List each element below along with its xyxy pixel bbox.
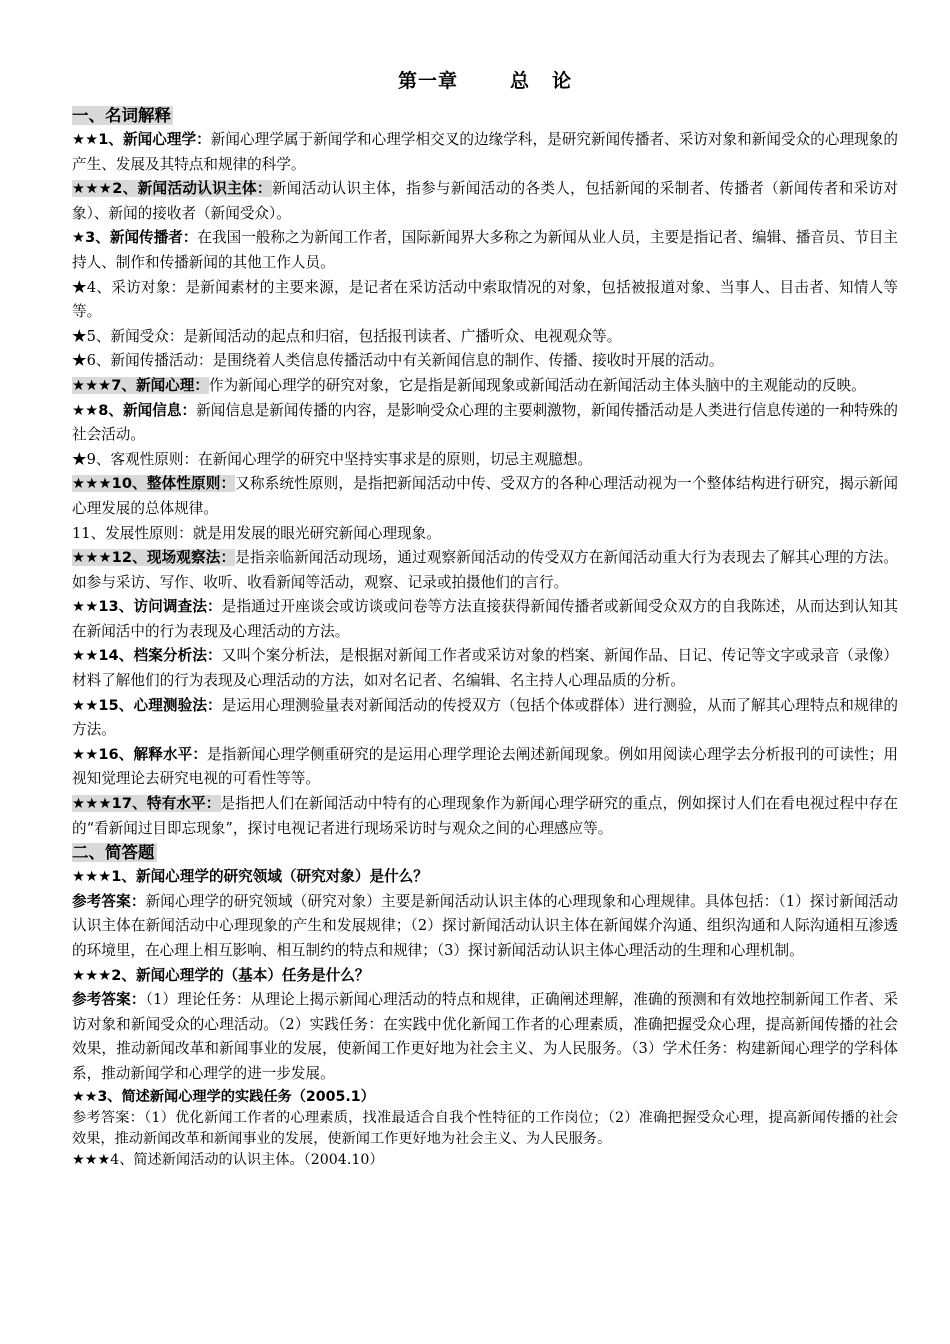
term-entry: [72, 349, 898, 374]
term-definition: 又称系统性原则，是指把新闻活动中传、受双方的各种心理活动视为一个整体结构进行研究，揭示新闻心理发展的总体规律。: [72, 475, 899, 517]
terms-list: [72, 128, 898, 841]
term-name: 3、新闻传播者：: [85, 229, 198, 247]
section-heading-short-answer: 二、简答题: [72, 843, 155, 863]
term-entry: [72, 694, 898, 743]
term-entry: [72, 522, 898, 547]
term-name: 14、档案分析法：: [98, 647, 222, 665]
term-heading: [72, 328, 183, 345]
answer-text: （1）优化新闻工作者的心理素质，找准最适合自我个性特征的工作岗位；（2）准确把握受众心理，提高新闻传播的社会效果，推动新闻改革和新闻事业的发展，使新闻工作更好地为社会主义、为人民服务。: [72, 1109, 898, 1147]
importance-stars: ★★: [72, 401, 99, 419]
term-entry: [72, 226, 898, 275]
term-heading: [72, 697, 222, 714]
term-name: 4、采访对象：: [86, 278, 186, 296]
term-definition: 新闻活动认识主体，指参与新闻活动的各类人，包括新闻的采制者、传播者（新闻传者和采访对象）、新闻的接收者（新闻受众）。: [72, 180, 898, 222]
importance-stars: ★: [72, 278, 87, 296]
document-page: [72, 66, 898, 1171]
term-entry: [72, 644, 898, 693]
term-name: 1、新闻心理学：: [98, 131, 211, 148]
term-name: 11、发展性原则：: [72, 524, 193, 542]
term-name: 2、新闻活动认识主体：: [112, 180, 272, 198]
term-heading: [72, 549, 235, 566]
importance-stars: ★★: [72, 131, 99, 148]
term-entry: [72, 743, 898, 792]
term-heading: [72, 451, 198, 468]
questions-list: [72, 865, 898, 1149]
answer-label: 参考答案：: [72, 991, 146, 1009]
term-heading: [72, 746, 207, 763]
answer-label: 参考答案：: [72, 1109, 145, 1126]
term-name: 16、解释水平：: [98, 745, 208, 763]
term-definition: 又叫个案分析法，是根据对新闻工作者或采访对象的档案、新闻作品、日记、传记等文字或录音（录像）材料了解他们的行为表现及心理活动的方法，如对名记者、名编辑、名主持人心理品质的分析。: [72, 647, 898, 690]
page-title: [72, 66, 898, 96]
answer-text: 新闻心理学的研究领域（研究对象）主要是新闻活动认识主体的心理现象和心理规律。具体包括：（1）探讨新闻活动认识主体在新闻活动中心理现象的产生和发展规律；（2）探讨新闻活动认识主体在新闻媒介沟通、组织沟通和人际沟通相互渗透的环境里，在心理上相互影响、相互制约的特点和规律；（3）探讨新闻活动认识主体心理活动的生理和心理机制。: [72, 892, 898, 959]
term-name: 13、访问调查法：: [98, 598, 222, 616]
term-heading: [72, 131, 211, 148]
importance-stars: ★★: [72, 745, 99, 763]
importance-stars: ★: [72, 450, 87, 468]
term-heading: [72, 475, 235, 492]
importance-stars: ★: [72, 352, 87, 370]
term-definition: 新闻信息是新闻传播的内容，是影响受众心理的主要刺激物，新闻传播活动是人类进行信息传递的一种特殊的社会活动。: [72, 401, 898, 444]
term-name: 8、新闻信息：: [98, 401, 197, 419]
term-entry: [72, 792, 898, 841]
question-heading: ★★★1、新闻心理学的研究领域（研究对象）是什么？: [72, 868, 428, 886]
term-heading: [72, 229, 197, 246]
answer-text: （1）理论任务：从理论上揭示新闻心理活动的特点和规律，正确阐述理解，准确的预测和有效地控制新闻工作者、采访对象和新闻受众的心理活动。（2）实践任务：在实践中优化新闻工作者的心理素质，准确把握受众心理，提高新闻传播的社会效果，推动新闻改革和新闻事业的发展，使新闻工作更好地为社会主义、为人民服务。（3）学术任务：构建新闻心理学的学科体系，推动新闻学和心理学的进一步发展。: [72, 991, 898, 1082]
question-heading: ★★★2、新闻心理学的（基本）任务是什么？: [72, 966, 370, 984]
chapter-name-part1: 总: [509, 70, 530, 92]
answer-paragraph: [72, 890, 898, 964]
term-heading: [72, 279, 186, 296]
term-entry: [72, 399, 898, 448]
importance-stars: ★★★: [72, 795, 112, 813]
term-name: 9、客观性原则：: [86, 450, 199, 468]
term-entry: [72, 546, 898, 595]
importance-stars: ★: [72, 327, 87, 345]
importance-stars: ★★★: [72, 376, 112, 394]
term-definition: 新闻心理学属于新闻学和心理学相交叉的边缘学科，是研究新闻传播者、采访对象和新闻受众的心理现象的产生、发展及其特点和规律的科学。: [72, 131, 899, 173]
term-entry: [72, 472, 898, 521]
term-heading: [72, 795, 221, 812]
term-definition: 在新闻心理学的研究中坚持实事求是的原则，切忌主观臆想。: [198, 450, 593, 468]
term-definition: 是指亲临新闻活动现场，通过观察新闻活动的传受双方在新闻活动重大行为表现去了解其心理的方法。如参与采访、写作、收听、收看新闻等活动，观察、记录或拍摄他们的言行。: [72, 549, 899, 591]
term-definition: 作为新闻心理学的研究对象，它是指是新闻现象或新闻活动在新闻活动主体头脑中的主观能动的反映。: [208, 376, 866, 394]
term-definition: 就是用发展的眼光研究新闻心理现象。: [192, 524, 441, 542]
term-definition: 是新闻素材的主要来源，是记者在采访活动中索取情况的对象，包括被报道对象、当事人、目击者、知情人等等。: [72, 278, 898, 321]
question-heading: ★★3、简述新闻心理学的实践任务（2005.1）: [72, 1088, 375, 1105]
term-definition: 是指新闻心理学侧重研究的是运用心理学理论去阐述新闻现象。例如用阅读心理学去分析报刊的可读性；用视知觉理论去研究电视的可看性等等。: [72, 745, 898, 788]
term-definition: 在我国一般称之为新闻工作者，国际新闻界大多称之为新闻从业人员，主要是指记者、编辑、播音员、节目主持人、制作和传播新闻的其他工作人员。: [72, 229, 898, 271]
term-heading: [72, 525, 193, 542]
importance-stars: ★: [72, 229, 86, 247]
term-name: 12、现场观察法：: [111, 549, 236, 567]
term-name: 17、特有水平：: [111, 795, 221, 813]
term-entry: [72, 276, 898, 325]
importance-stars: ★★★: [72, 180, 113, 198]
answer-paragraph: [72, 988, 898, 1086]
importance-stars: ★★: [72, 696, 99, 714]
term-name: 6、新闻传播活动：: [86, 352, 213, 370]
term-heading: [72, 402, 196, 419]
term-entry: [72, 448, 898, 473]
term-entry: [72, 374, 898, 399]
chapter-name-part2: 论: [552, 70, 573, 92]
term-name: 10、整体性原则：: [111, 475, 236, 493]
term-entry: [72, 177, 898, 226]
importance-stars: ★★: [72, 647, 99, 665]
section-heading-terms: 一、名词解释: [72, 106, 171, 125]
importance-stars: ★★★: [72, 549, 112, 567]
term-entry: [72, 595, 898, 644]
term-name: 7、新闻心理：: [111, 376, 209, 394]
chapter-number: 第一章: [397, 70, 458, 92]
last-question: ★★★4、简述新闻活动的认识主体。（2004.10）: [72, 1151, 384, 1168]
term-name: 15、心理测验法：: [98, 696, 222, 714]
term-definition: 是指通过开座谈会或访谈或问卷等方法直接获得新闻传播者或新闻受众双方的自我陈述，从而达到认知其在新闻活中的行为表现及心理活动的方法。: [72, 598, 898, 640]
term-definition: 是运用心理测验量表对新闻活动的传授双方（包括个体或群体）进行测验，从而了解其心理特点和规律的方法。: [72, 696, 898, 739]
term-heading: [72, 352, 213, 369]
term-name: 5、新闻受众：: [86, 327, 184, 345]
term-heading: [72, 647, 222, 664]
term-entry: [72, 128, 898, 177]
term-heading: [72, 598, 222, 615]
term-definition: 是围绕着人类信息传播活动中有关新闻信息的制作、传播、接收时开展的活动。: [212, 352, 724, 370]
importance-stars: ★★★: [72, 475, 112, 493]
importance-stars: ★★: [72, 598, 99, 616]
term-heading: [72, 180, 272, 197]
term-definition: 是新闻活动的起点和归宿，包括报刊读者、广播听众、电视观众等。: [183, 327, 622, 345]
answer-paragraph: [72, 1108, 898, 1150]
term-entry: [72, 325, 898, 350]
term-heading: [72, 377, 209, 394]
term-definition: 是指把人们在新闻活动中特有的心理现象作为新闻心理学研究的重点，例如探讨人们在看电视过程中存在的“看新闻过目即忘现象”，探讨电视记者进行现场采访时与观众之间的心理感应等。: [72, 795, 899, 837]
answer-label: 参考答案：: [72, 892, 146, 910]
